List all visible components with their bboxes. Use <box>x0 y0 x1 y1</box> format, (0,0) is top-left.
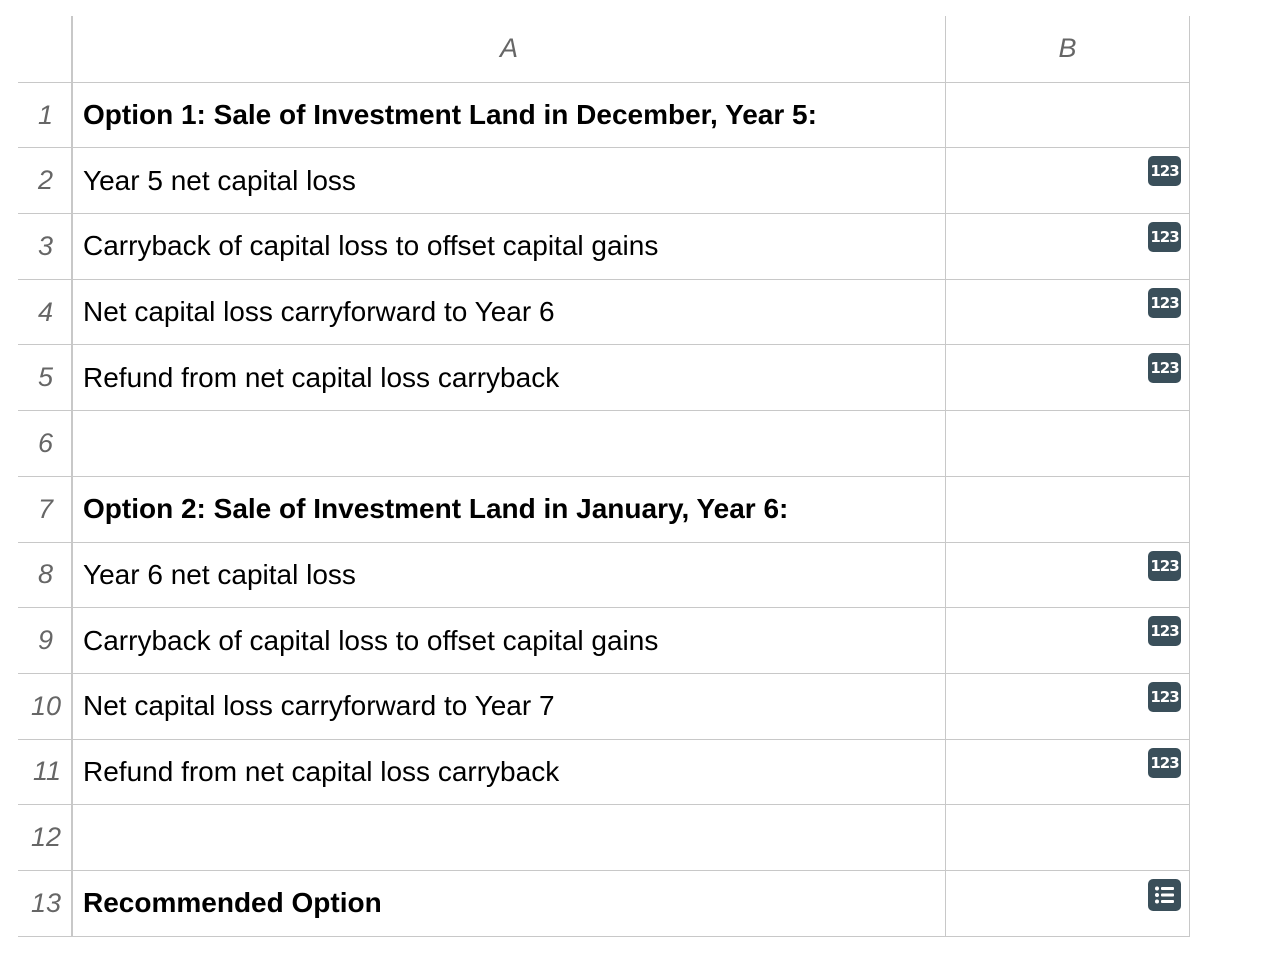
numeric-input-icon[interactable]: 123 <box>1148 616 1181 646</box>
row-header[interactable]: 3 <box>18 213 72 279</box>
label-cell[interactable]: Carryback of capital loss to offset capital gains <box>72 213 946 279</box>
numeric-input-icon[interactable]: 123 <box>1148 156 1181 186</box>
value-cell[interactable] <box>946 673 1190 739</box>
row-header[interactable]: 4 <box>18 279 72 345</box>
row-header[interactable]: 11 <box>18 739 72 805</box>
column-header-b[interactable]: B <box>946 16 1190 82</box>
numeric-input-icon[interactable]: 123 <box>1148 353 1181 383</box>
value-cell[interactable] <box>946 279 1190 345</box>
numeric-input-icon[interactable]: 123 <box>1148 551 1181 581</box>
label-cell[interactable]: Net capital loss carryforward to Year 6 <box>72 279 946 345</box>
numeric-input-icon[interactable]: 123 <box>1148 288 1181 318</box>
label-cell[interactable]: Option 1: Sale of Investment Land in December, Year 5: <box>72 82 946 148</box>
corner-cell <box>18 16 72 82</box>
row-header[interactable]: 13 <box>18 870 72 936</box>
value-cell[interactable] <box>946 213 1190 279</box>
row-header[interactable]: 9 <box>18 607 72 673</box>
label-cell[interactable]: Recommended Option <box>72 870 946 936</box>
list-select-icon[interactable] <box>1148 879 1181 911</box>
value-cell[interactable] <box>946 344 1190 410</box>
label-cell[interactable]: Option 2: Sale of Investment Land in January, Year 6: <box>72 476 946 542</box>
row-header[interactable]: 6 <box>18 410 72 476</box>
label-cell[interactable] <box>72 410 946 476</box>
label-cell[interactable] <box>72 804 946 870</box>
label-cell[interactable]: Net capital loss carryforward to Year 7 <box>72 673 946 739</box>
label-cell[interactable]: Year 6 net capital loss <box>72 542 946 608</box>
value-cell[interactable] <box>946 607 1190 673</box>
label-cell[interactable]: Carryback of capital loss to offset capital gains <box>72 607 946 673</box>
row-header[interactable]: 12 <box>18 804 72 870</box>
value-cell[interactable] <box>946 870 1190 936</box>
spreadsheet-grid <box>18 16 1190 937</box>
row-header[interactable]: 2 <box>18 147 72 213</box>
row-header[interactable]: 1 <box>18 82 72 148</box>
numeric-input-icon[interactable]: 123 <box>1148 682 1181 712</box>
column-header-a[interactable]: A <box>72 16 946 82</box>
label-cell[interactable]: Refund from net capital loss carryback <box>72 739 946 805</box>
numeric-input-icon[interactable]: 123 <box>1148 748 1181 778</box>
row-header[interactable]: 5 <box>18 344 72 410</box>
row-header[interactable]: 7 <box>18 476 72 542</box>
value-cell[interactable] <box>946 739 1190 805</box>
label-cell[interactable]: Refund from net capital loss carryback <box>72 344 946 410</box>
value-cell[interactable] <box>946 804 1190 870</box>
value-cell[interactable] <box>946 82 1190 148</box>
row-header[interactable]: 10 <box>18 673 72 739</box>
label-cell[interactable]: Year 5 net capital loss <box>72 147 946 213</box>
value-cell[interactable] <box>946 147 1190 213</box>
value-cell[interactable] <box>946 542 1190 608</box>
value-cell[interactable] <box>946 476 1190 542</box>
numeric-input-icon[interactable]: 123 <box>1148 222 1181 252</box>
row-header[interactable]: 8 <box>18 542 72 608</box>
value-cell[interactable] <box>946 410 1190 476</box>
